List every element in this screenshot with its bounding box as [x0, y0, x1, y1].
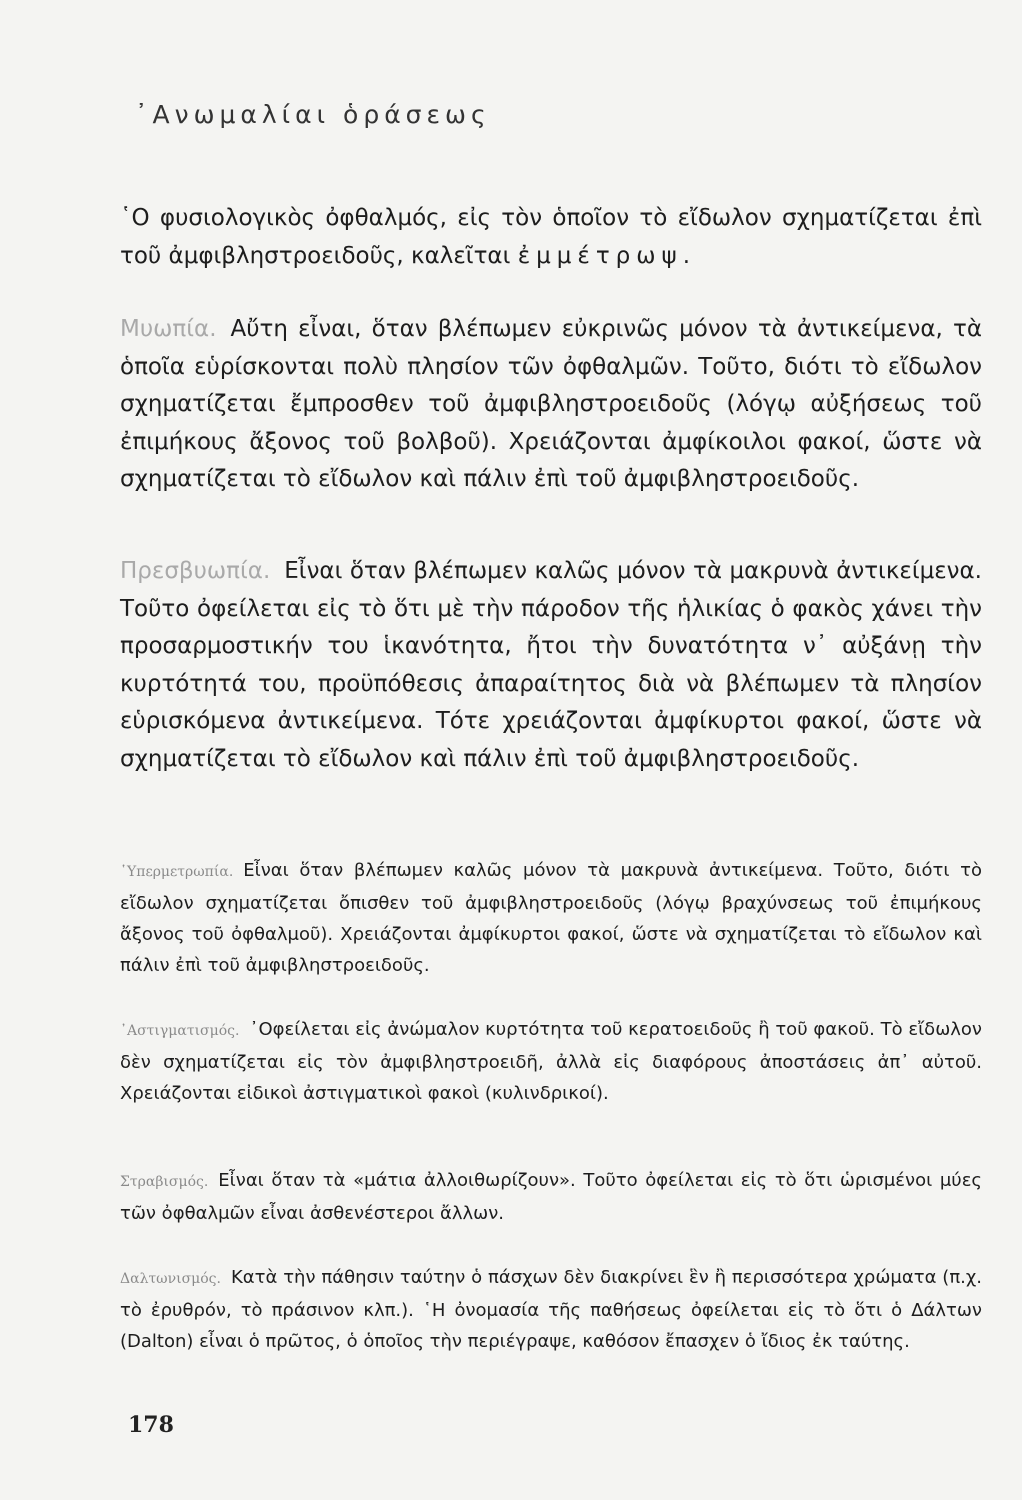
hypermetropia-text: Εἶναι ὅταν βλέπωμεν καλῶς μόνον τὰ μακρυνὰ ἀντικείμενα. Τοῦτο, διότι τὸ εἴδωλον σχηματίζεται ὄπισθεν τοῦ ἀμφιβληστροειδοῦς (λόγῳ βραχύνσεως τοῦ ἐπιμήκους ἄξονος τοῦ ὀφθαλμοῦ). Χρειάζονται ἀμφίκυρτοι φακοί, ὥστε νὰ σχηματίζεται τὸ εἴδωλον καὶ πάλιν ἐπὶ τοῦ ἀμφιβληστροειδοῦς.	[120, 860, 982, 976]
intro-term: ἐμμέτρωψ.	[517, 242, 697, 269]
astigmatism-paragraph	[120, 1014, 982, 1109]
strabismus-text: Εἶναι ὅταν τὰ «μάτια ἀλλοιθωρίζουν». Τοῦτο ὀφείλεται εἰς τὸ ὅτι ὡρισμένοι μύες τῶν ὀφθαλμῶν εἶναι ἀσθενέστεροι ἄλλων.	[120, 1170, 982, 1224]
hypermetropia-paragraph	[120, 855, 982, 981]
page-number: 178	[128, 1412, 174, 1438]
myopia-text: Αὔτη εἶναι, ὅταν βλέπωμεν εὐκρινῶς μόνον τὰ ἀντικείμενα, τὰ ὁποῖα εὑρίσκονται πολὺ πλησίον τῶν ὀφθαλμῶν. Τοῦτο, διότι τὸ εἴδωλον σχηματίζεται ἔμπροσθεν τοῦ ἀμφιβληστροειδοῦς (λόγῳ αὐξήσεως τοῦ ἐπιμήκους ἄξονος τοῦ βολβοῦ). Χρειάζονται ἀμφίκοιλοι φακοί, ὥστε νὰ σχηματίζεται τὸ εἴδωλον καὶ πάλιν ἐπὶ τοῦ ἀμφιβληστροειδοῦς.	[120, 316, 982, 492]
myopia-heading: Μυωπία.	[120, 316, 217, 342]
strabismus-paragraph	[120, 1165, 982, 1229]
myopia-paragraph	[120, 311, 982, 499]
astigmatism-text: ᾿Οφείλεται εἰς ἀνώμαλον κυρτότητα τοῦ κερατοειδοῦς ἢ τοῦ φακοῦ. Τὸ εἴδωλον δὲν σχηματίζεται εἰς τὸν ἀμφιβληστροειδῆ, ἀλλὰ εἰς διαφόρους ἀποστάσεις ἀπ᾿ αὐτοῦ. Χρειάζονται εἰδικοὶ ἀστιγματικοὶ φακοὶ (κυλινδρικοί).	[120, 1019, 982, 1104]
hypermetropia-heading: ῾Υπερμετρωπία.	[120, 864, 234, 880]
section-title: ᾿Ανωμαλίαι ὁράσεως	[135, 100, 491, 129]
presbyopia-text: Εἶναι ὅταν βλέπωμεν καλῶς μόνον τὰ μακρυνὰ ἀντικείμενα. Τοῦτο ὀφείλεται εἰς τὸ ὅτι μὲ τὴν πάροδον τῆς ἡλικίας ὁ φακὸς χάνει τὴν προσαρμοστικήν του ἱκανότητα, ἤτοι τὴν δυνατότητα ν᾿ αὐξάνῃ τὴν κυρτότητά του, προϋπόθεσις ἀπαραίτητος διὰ νὰ βλέπωμεν τὰ πλησίον εὑρισκόμενα ἀντικείμενα. Τότε χρειάζονται ἀμφίκυρτοι φακοί, ὥστε νὰ σχηματίζεται τὸ εἴδωλον καὶ πάλιν ἐπὶ τοῦ ἀμφιβληστροειδοῦς.	[120, 558, 982, 772]
intro-paragraph	[120, 200, 982, 275]
daltonism-paragraph	[120, 1262, 982, 1357]
strabismus-heading: Στραβισμός.	[120, 1174, 209, 1190]
astigmatism-heading: ᾿Αστιγματισμός.	[120, 1023, 240, 1039]
daltonism-text: Κατὰ τὴν πάθησιν ταύτην ὁ πάσχων δὲν διακρίνει ἓν ἢ περισσότερα χρώματα (π.χ. τὸ ἐρυθρόν, τὸ πράσινον κλπ.). ῾Η ὀνομασία τῆς παθήσεως ὀφείλεται εἰς τὸ ὅτι ὁ Δάλτων (Dalton) εἶναι ὁ πρῶτος, ὁ ὁποῖος τὴν περιέγραψε, καθόσον ἔπασχεν ὁ ἴδιος ἐκ ταύτης.	[120, 1267, 982, 1352]
presbyopia-paragraph	[120, 553, 982, 778]
presbyopia-heading: Πρεσβυωπία.	[120, 558, 271, 584]
intro-text: ῾Ο φυσιολογικὸς ὀφθαλμός, εἰς τὸν ὁποῖον τὸ εἴδωλον σχηματίζεται ἐπὶ τοῦ ἀμφιβληστροειδοῦς, καλεῖται	[120, 205, 982, 269]
daltonism-heading: Δαλτωνισμός.	[120, 1271, 221, 1287]
